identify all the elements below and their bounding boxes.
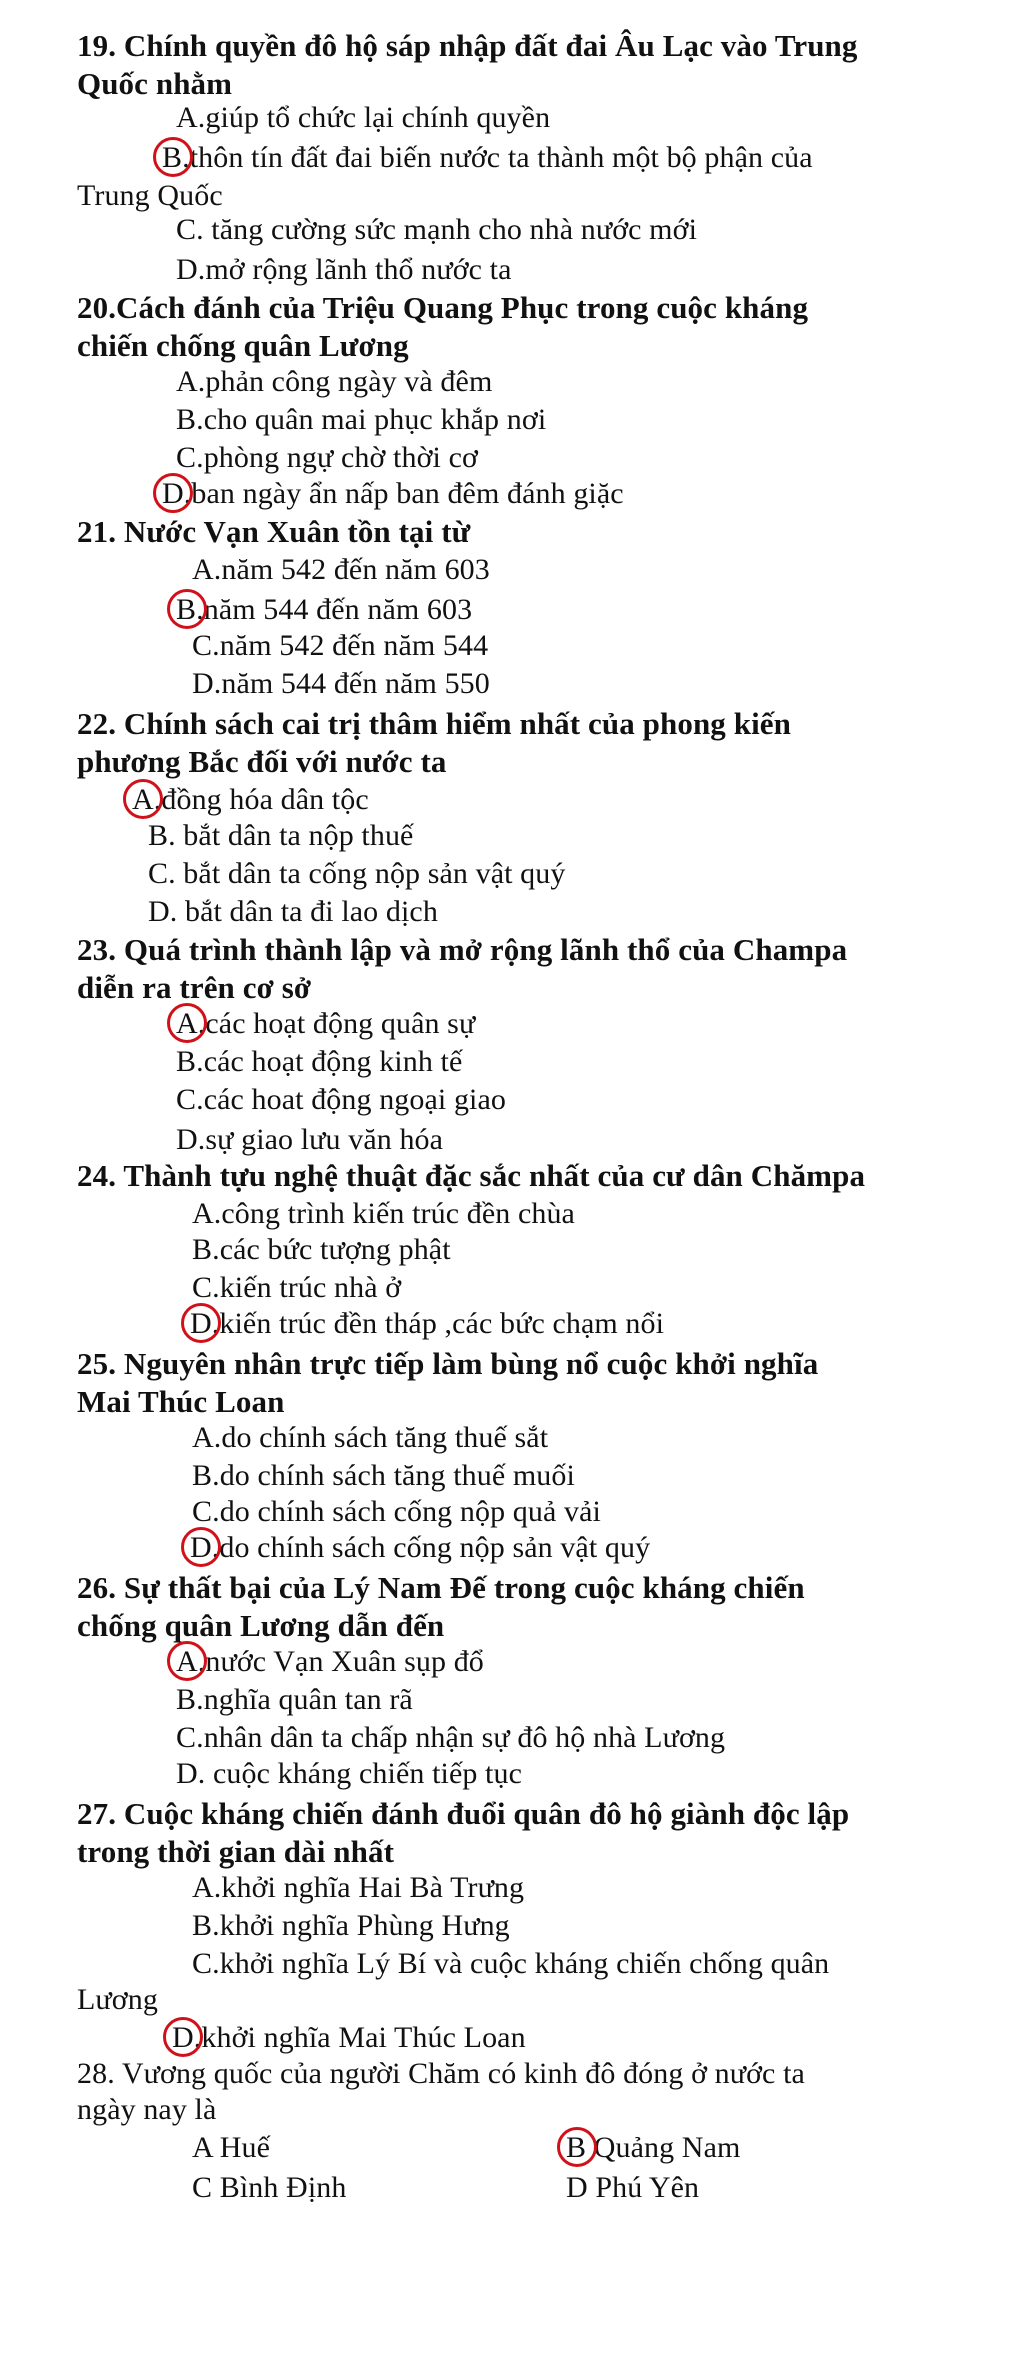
line-text: ngày nay là <box>77 2093 217 2126</box>
answer-option <box>176 1082 506 1118</box>
answer-option <box>77 2092 216 2128</box>
line-text: B.cho quân mai phục khắp nơi <box>176 403 547 436</box>
line-text: Mai Thúc Loan <box>77 1384 285 1419</box>
line-text: do chính sách cống nộp sản vật quý <box>219 1531 651 1564</box>
answer-option <box>176 364 492 400</box>
line-text: 24. Thành tựu nghệ thuật đặc sắc nhất của cư dân Chămpa <box>77 1158 866 1193</box>
circled-answer-letter: A. <box>176 1007 206 1040</box>
line-text: A.giúp tổ chức lại chính quyền <box>176 101 551 134</box>
line-text: C.phòng ngự chờ thời cơ <box>176 441 478 474</box>
answer-option <box>192 628 488 664</box>
question-text <box>77 1608 444 1644</box>
line-text: ban ngày ẩn nấp ban đêm đánh giặc <box>191 477 624 510</box>
answer-option <box>176 1006 475 1042</box>
line-text: C. bắt dân ta cống nộp sản vật quý <box>148 857 566 890</box>
line-text: Lương <box>77 1983 158 2016</box>
line-text: 25. Nguyên nhân trực tiếp làm bùng nổ cuộc khởi nghĩa <box>77 1346 819 1381</box>
line-text: C. tăng cường sức mạnh cho nhà nước mới <box>176 213 698 246</box>
line-text: chống quân Lương dẫn đến <box>77 1608 445 1643</box>
answer-option <box>192 1494 601 1530</box>
answer-option <box>77 1982 158 2018</box>
answer-option <box>192 1420 548 1456</box>
line-text: D Phú Yên <box>566 2171 700 2204</box>
answer-option <box>162 476 624 512</box>
line-text: trong thời gian dài nhất <box>77 1834 395 1869</box>
line-text: 27. Cuộc kháng chiến đánh đuổi quân đô hộ giành độc lập <box>77 1796 850 1831</box>
line-text: C.kiến trúc nhà ở <box>192 1271 402 1304</box>
answer-option <box>190 1306 664 1342</box>
line-text: các hoạt động quân sự <box>205 1007 476 1040</box>
answer-option <box>566 2170 699 2206</box>
line-text: Quảng Nam <box>586 2131 741 2164</box>
answer-option <box>190 1530 650 1566</box>
answer-option <box>192 552 490 588</box>
answer-option <box>192 1946 829 1982</box>
answer-option <box>148 818 413 854</box>
answer-option <box>176 100 550 136</box>
question-text <box>77 1346 818 1382</box>
line-text: 21. Nước Vạn Xuân tồn tại từ <box>77 514 471 549</box>
answer-option <box>148 894 438 930</box>
line-text: B. bắt dân ta nộp thuế <box>148 819 414 852</box>
line-text: D.năm 544 đến năm 550 <box>192 667 490 700</box>
line-text: diễn ra trên cơ sở <box>77 970 312 1005</box>
question-text <box>77 744 447 780</box>
line-text: khởi nghĩa Mai Thúc Loan <box>201 2021 526 2054</box>
line-text: A Huế <box>192 2131 270 2164</box>
line-text: 23. Quá trình thành lập và mở rộng lãnh thổ của Champa <box>77 932 848 967</box>
answer-option <box>176 1756 522 1792</box>
line-text: kiến trúc đền tháp ,các bức chạm nổi <box>219 1307 665 1340</box>
answer-option <box>176 212 697 248</box>
line-text: năm 544 đến năm 603 <box>203 593 473 626</box>
question-text <box>77 66 232 102</box>
circled-answer-letter: A. <box>176 1645 206 1678</box>
answer-option <box>77 178 223 214</box>
circled-answer-letter: D. <box>162 477 192 510</box>
line-text: C.các hoat động ngoại giao <box>176 1083 507 1116</box>
question-text <box>77 1570 805 1606</box>
answer-option <box>192 2170 346 2206</box>
answer-option <box>176 1644 484 1680</box>
answer-option <box>192 1232 451 1268</box>
answer-option <box>176 440 478 476</box>
question-text <box>77 706 791 742</box>
answer-option <box>132 782 369 818</box>
answer-option <box>566 2130 740 2166</box>
line-text: chiến chống quân Lương <box>77 328 409 363</box>
line-text: C.do chính sách cống nộp quả vải <box>192 1495 601 1528</box>
line-text: C.khởi nghĩa Lý Bí và cuộc kháng chiến chống quân <box>192 1947 830 1980</box>
question-text <box>77 932 847 968</box>
answer-option <box>176 592 472 628</box>
question-text <box>77 970 311 1006</box>
line-text: đồng hóa dân tộc <box>161 783 369 816</box>
line-text: B.các hoạt động kinh tế <box>176 1045 463 1078</box>
circled-answer-letter: B. <box>162 141 190 174</box>
circled-answer-letter: B <box>566 2131 587 2164</box>
line-text: 19. Chính quyền đô hộ sáp nhập đất đai Âu Lạc vào Trung <box>77 28 858 63</box>
line-text: D.mở rộng lãnh thổ nước ta <box>176 253 512 286</box>
line-text: B.nghĩa quân tan rã <box>176 1683 413 1716</box>
answer-option <box>176 252 512 288</box>
answer-option <box>192 666 490 702</box>
circled-answer-letter: D. <box>190 1531 220 1564</box>
circled-answer-letter: D. <box>190 1307 220 1340</box>
line-text: A.do chính sách tăng thuế sắt <box>192 1421 549 1454</box>
answer-option <box>192 1870 524 1906</box>
line-text: D. bắt dân ta đi lao dịch <box>148 895 438 928</box>
question-text <box>77 28 858 64</box>
line-text: thôn tín đất đai biến nước ta thành một bộ phận của <box>189 141 813 174</box>
line-text: A.khởi nghĩa Hai Bà Trưng <box>192 1871 525 1904</box>
line-text: 26. Sự thất bại của Lý Nam Đế trong cuộc kháng chiến <box>77 1570 805 1605</box>
line-text: A.năm 542 đến năm 603 <box>192 553 490 586</box>
circled-answer-letter: B. <box>176 593 204 626</box>
line-text: D. cuộc kháng chiến tiếp tục <box>176 1757 523 1790</box>
answer-option <box>192 2130 270 2166</box>
answer-option <box>192 1458 575 1494</box>
line-text: 20.Cách đánh của Triệu Quang Phục trong cuộc kháng <box>77 290 809 325</box>
circled-answer-letter: D. <box>172 2021 202 2054</box>
question-text <box>77 290 808 326</box>
line-text: nước Vạn Xuân sụp đổ <box>205 1645 484 1678</box>
line-text: Quốc nhằm <box>77 66 233 101</box>
answer-option <box>176 1044 462 1080</box>
question-text <box>77 1158 865 1194</box>
answer-option <box>192 1196 575 1232</box>
line-text: C.nhân dân ta chấp nhận sự đô hộ nhà Lương <box>176 1721 726 1754</box>
line-text: phương Bắc đối với nước ta <box>77 744 447 779</box>
answer-option <box>176 402 546 438</box>
question-text <box>77 328 409 364</box>
answer-option <box>176 1720 725 1756</box>
line-text: B.các bức tượng phật <box>192 1233 451 1266</box>
line-text: B.do chính sách tăng thuế muối <box>192 1459 575 1492</box>
question-text <box>77 514 470 550</box>
answer-option <box>192 1908 510 1944</box>
line-text: B.khởi nghĩa Phùng Hưng <box>192 1909 510 1942</box>
line-text: C Bình Định <box>192 2171 347 2204</box>
line-text: C.năm 542 đến năm 544 <box>192 629 489 662</box>
answer-option <box>192 1270 401 1306</box>
question-text <box>77 1384 284 1420</box>
line-text: A.phản công ngày và đêm <box>176 365 493 398</box>
line-text: Trung Quốc <box>77 179 223 212</box>
answer-option <box>176 1682 413 1718</box>
question-text <box>77 1796 849 1832</box>
answer-option <box>172 2020 526 2056</box>
line-text: 28. Vương quốc của người Chăm có kinh đô đóng ở nước ta <box>77 2057 805 2090</box>
answer-option <box>176 1122 443 1158</box>
answer-option <box>77 2056 805 2092</box>
answer-option <box>162 140 813 176</box>
answer-option <box>148 856 565 892</box>
question-text <box>77 1834 394 1870</box>
circled-answer-letter: A. <box>132 783 162 816</box>
line-text: D.sự giao lưu văn hóa <box>176 1123 444 1156</box>
line-text: 22. Chính sách cai trị thâm hiểm nhất của phong kiến <box>77 706 792 741</box>
line-text: A.công trình kiến trúc đền chùa <box>192 1197 575 1230</box>
